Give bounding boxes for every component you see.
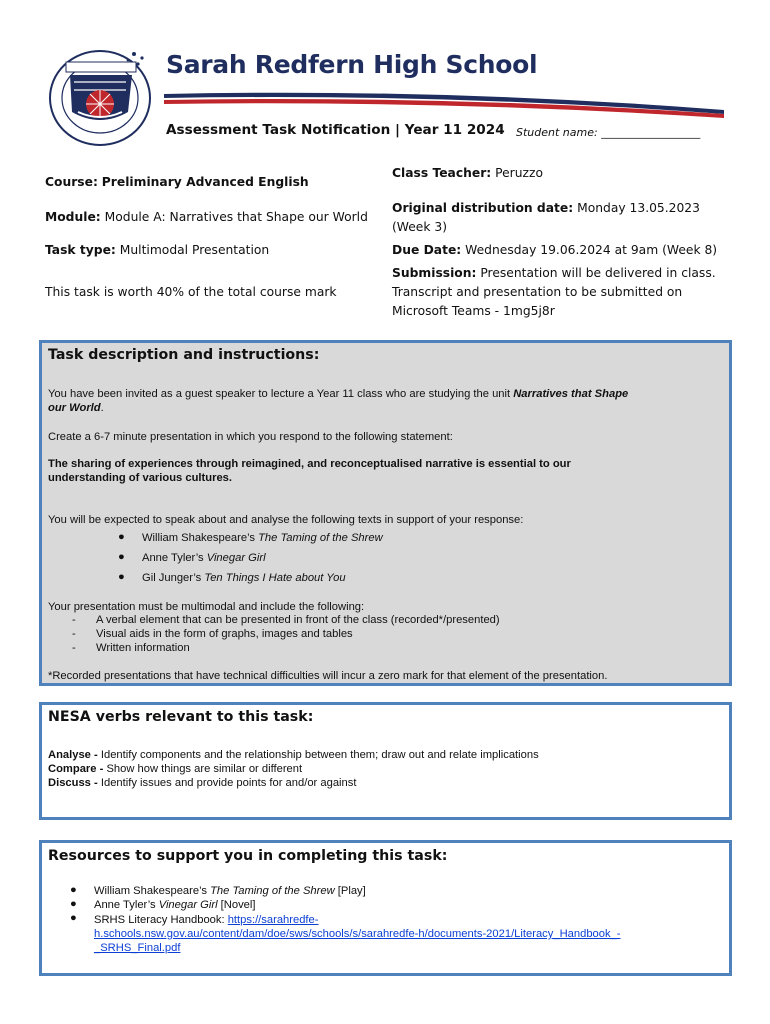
bullet-icon: ●	[70, 884, 77, 896]
teacher-value: Peruzzo	[495, 166, 543, 180]
unit-title: Narratives that Shape	[513, 388, 629, 400]
handbook-link-end[interactable]: _SRHS_Final.pdf	[94, 942, 181, 954]
course-row	[45, 173, 309, 192]
text-author: Anne Tyler’s	[142, 552, 207, 564]
due-date-row	[392, 241, 717, 260]
task-type-value: Multimodal Presentation	[119, 243, 270, 257]
text-author: William Shakespeare’s	[142, 532, 259, 544]
statement-line-1: The sharing of experiences through reimagined, and reconceptualised narrative is essential to our	[48, 458, 571, 470]
text-title: Vinegar Girl	[206, 552, 266, 564]
verb-name: Discuss -	[48, 777, 101, 789]
module-label: Module:	[45, 210, 101, 224]
teacher-row	[392, 164, 543, 183]
text-title: The Taming of the Shrew	[258, 532, 383, 544]
verb-item	[48, 748, 539, 762]
bullet-icon: ●	[118, 551, 125, 563]
handbook-label: SRHS Literacy Handbook:	[94, 914, 228, 926]
school-name: Sarah Redfern High School	[166, 50, 538, 79]
course-label: Course:	[45, 175, 98, 189]
task-description-box	[39, 340, 732, 686]
nesa-verbs-box	[39, 702, 732, 820]
submission-value: Presentation will be delivered in class.	[480, 266, 716, 280]
weighting-text: This task is worth 40% of the total course mark	[45, 285, 337, 299]
verb-definition: Show how things are similar or different	[106, 763, 303, 775]
verb-item	[48, 762, 302, 776]
module-value: Module A: Narratives that Shape our World	[104, 210, 368, 224]
student-name-field[interactable]: Student name: __________________	[516, 126, 701, 139]
submission-row	[392, 264, 716, 321]
resource-prefix: Anne Tyler’s	[94, 899, 159, 911]
due-date-value: Wednesday 19.06.2024 at 9am (Week 8)	[465, 243, 718, 257]
text-title: Ten Things I Hate about You	[204, 572, 346, 584]
verb-name: Compare -	[48, 763, 107, 775]
bullet-icon: ●	[118, 571, 125, 583]
distribution-week: (Week 3)	[392, 220, 448, 234]
intro-end: .	[100, 402, 104, 414]
school-logo	[44, 42, 164, 152]
verb-definition: Identify issues and provide points for and/or against	[100, 777, 357, 789]
notification-title: Assessment Task Notification | Year 11 2024	[166, 122, 505, 138]
requirement-text: Written information	[96, 642, 190, 654]
texts-intro: You will be expected to speak about and analyse the following texts in support of your response:	[48, 514, 524, 526]
teacher-label: Class Teacher:	[392, 166, 492, 180]
verb-definition: Identify components and the relationship between them; draw out and relate implications	[100, 749, 539, 761]
module-row	[45, 208, 368, 227]
submission-line-2: Transcript and presentation to be submitted on	[392, 285, 683, 299]
task-create: Create a 6-7 minute presentation in which you respond to the following statement:	[48, 431, 453, 443]
task-type-row	[45, 241, 269, 260]
requirement-text: Visual aids in the form of graphs, images and tables	[96, 628, 353, 640]
resource-title: Vinegar Girl	[158, 899, 218, 911]
task-type-label: Task type:	[45, 243, 116, 257]
bullet-icon: ●	[70, 898, 77, 910]
dash-icon: -	[72, 614, 76, 626]
resource-title: The Taming of the Shrew	[210, 885, 335, 897]
header-swoosh	[164, 84, 724, 120]
task-intro	[48, 387, 728, 415]
handbook-link[interactable]: https://sarahredfe-	[227, 914, 319, 926]
course-value: Preliminary Advanced English	[101, 175, 309, 189]
due-date-label: Due Date:	[392, 243, 462, 257]
text-author: Gil Junger’s	[142, 572, 205, 584]
dash-icon: -	[72, 628, 76, 640]
verb-item	[48, 776, 356, 790]
resource-type: [Novel]	[217, 899, 256, 911]
verb-name: Analyse -	[48, 749, 101, 761]
submission-label: Submission:	[392, 266, 477, 280]
resources-box	[39, 840, 732, 976]
task-statement	[48, 457, 728, 485]
distribution-label: Original distribution date:	[392, 201, 574, 215]
statement-line-2: understanding of various cultures.	[48, 472, 232, 484]
verbs-heading: NESA verbs relevant to this task:	[48, 709, 314, 725]
recording-footnote: *Recorded presentations that have technical difficulties will incur a zero mark for that element of the presentation.	[48, 670, 608, 682]
handbook-link-cont[interactable]: h.schools.nsw.gov.au/content/dam/doe/sws/schools/s/sarahredfe-h/documents-2021/Literacy_Handbook_-	[94, 928, 621, 940]
resource-type: [Play]	[334, 885, 366, 897]
submission-line-3: Microsoft Teams - 1mg5j8r	[392, 304, 555, 318]
multimodal-intro: Your presentation must be multimodal and include the following:	[48, 601, 365, 613]
task-intro-text: You have been invited as a guest speaker to lecture a Year 11 class who are studying the unit	[48, 388, 514, 400]
resource-prefix: William Shakespeare’s	[94, 885, 211, 897]
task-heading: Task description and instructions:	[48, 347, 320, 363]
distribution-row	[392, 199, 700, 237]
requirement-text: A verbal element that can be presented in front of the class (recorded*/presented)	[96, 614, 500, 626]
distribution-value: Monday 13.05.2023	[577, 201, 700, 215]
unit-title-cont: our World	[48, 402, 101, 414]
dash-icon: -	[72, 642, 76, 654]
resources-heading: Resources to support you in completing this task:	[48, 848, 448, 864]
bullet-icon: ●	[70, 912, 77, 924]
bullet-icon: ●	[118, 531, 125, 543]
